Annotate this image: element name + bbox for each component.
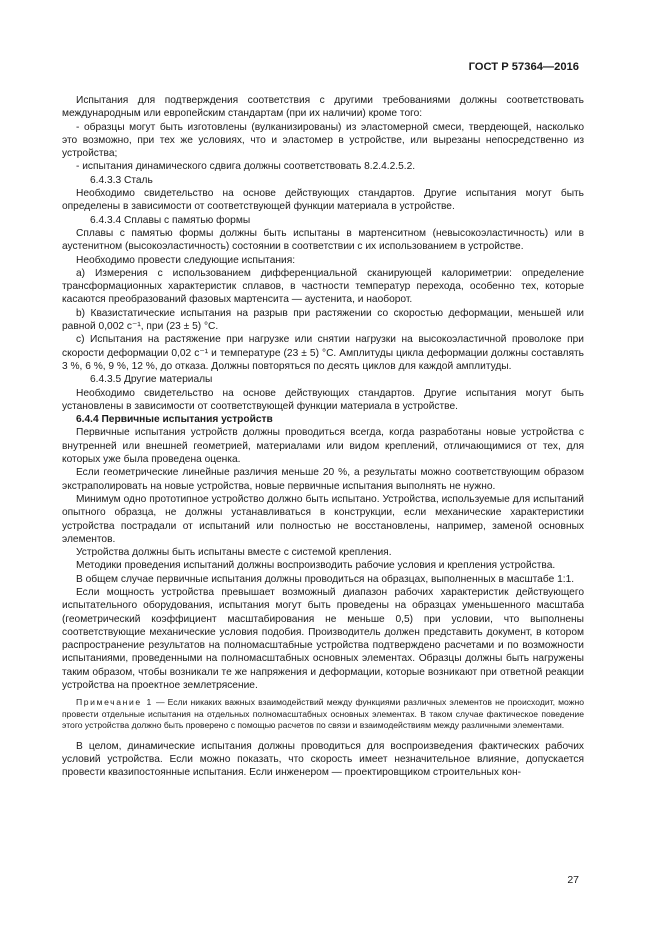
- paragraph: а) Измерения с использованием дифференциальной сканирующей калориметрии: определение трансформационных характеристик сплавов, в частности температур перехода, особенно тех, которые касаются преобразований фазовых мартенсита — аустенита, и наоборот.: [62, 267, 584, 306]
- final-paragraph: В целом, динамические испытания должны проводиться для воспроизведения фактических рабочих условий устройства. Если можно показать, что скорость имеет незначительное влияние, допускается провести квазипостоянные испытания. Если инженером — проектировщиком строительных кон-: [62, 740, 584, 779]
- document-header: ГОСТ Р 57364—2016: [468, 61, 579, 73]
- page-number: 27: [567, 874, 579, 886]
- paragraph: с) Испытания на растяжение при нагрузке или снятии нагрузки на высокоэластичной проволоке при скорости деформации 0,02 с⁻¹ и температуре (23 ± 5) °С. Амплитуды цикла деформации должны составлять 3 %, 6 %, 9 %, 12 %, до отказа. Должны повторяться по десять циклов для каждой амплитуды.: [62, 334, 584, 372]
- paragraph: Минимум одно прототипное устройство должно быть испытано. Устройства, используемые для испытаний опытного образца, не должны устанавливаться в конструкции, если механические характеристики устройства пострадали от испытаний или полностью не восстановлены, например, заменой основных элементов.: [62, 493, 584, 545]
- paragraph: Сплавы с памятью формы должны быть испытаны в мартенситном (невысокоэластичность) или в аустенитном (высокоэластичность) состоянии в соответствии с их использованием в устройстве.: [62, 227, 584, 253]
- note-text: — Если никаких важных взаимодействий между функциями различных элементов не происходит, можно провести отдельные испытания на отдельных полномасштабных основных элементах. В таком случае фактическое поведение этого устройства должно быть проверено с помощью расчетов по связи и взаимодействиям между различными элементами.: [62, 697, 585, 731]
- paragraph: - испытания динамического сдвига должны соответствовать 8.2.4.2.5.2.: [76, 161, 416, 173]
- paragraph: 6.4.3.3 Сталь: [90, 174, 153, 186]
- paragraph: 6.4.3.5 Другие материалы: [90, 374, 213, 386]
- paragraph-list: [62, 94, 584, 692]
- paragraph: Испытания для подтверждения соответствия с другими требованиями должны соответствовать международным или европейским стандартам (при их наличии) кроме того:: [62, 95, 584, 120]
- paragraph: Необходимо свидетельство на основе действующих стандартов. Другие испытания могут быть определены в зависимости от соответствующей функции материала в устройстве.: [62, 188, 584, 213]
- paragraph: b) Квазистатические испытания на разрыв при растяжении со скоростью деформации, меньшей или равной 0,002 с⁻¹, при (23 ± 5) °С.: [62, 307, 584, 333]
- paragraph: 6.4.4 Первичные испытания устройств: [76, 414, 273, 426]
- paragraph: Первичные испытания устройств должны проводиться всегда, когда разработаны новые устройства с внутренней или внешней геометрией, материалами или видом креплений, отличающимися от тех, для которых уже была проведена оценка.: [62, 427, 584, 466]
- document-body: [62, 94, 584, 779]
- note-label: Примечание 1: [76, 697, 153, 708]
- paragraph: Необходимо свидетельство на основе действующих стандартов. Другие испытания могут быть установлены в зависимости от соответствующей функции материала в устройстве.: [62, 387, 584, 412]
- paragraph: Устройства должны быть испытаны вместе с системой крепления.: [76, 547, 392, 559]
- paragraph: Необходимо провести следующие испытания:: [76, 254, 296, 266]
- paragraph: Если мощность устройства превышает возможный диапазон рабочих характеристик действующего испытательного оборудования, испытания могут быть проведены на образцах уменьшенного масштаба (геометрический коэффициент масштабирования не меньше 0,5) при условии, что выполнены соответствующие механические условия подобия. Производитель должен представить документ, в котором распространение результатов на полномасштабные устройства подтверждено расчетами и по возможности испытаниями, проведенными на полномасштабных основных элементах. Образцы должны быть нагружены таким образом, чтобы возникали те же напряжения и деформации, которые возникают при ответной реакции устройства на проектное землетрясение.: [62, 586, 584, 692]
- paragraph: Методики проведения испытаний должны воспроизводить рабочие условия и крепления устройства.: [76, 560, 556, 572]
- paragraph: - образцы могут быть изготовлены (вулканизированы) из эластомерной смеси, твердеющей, насколько это возможно, при тех же условиях, что и эластомер в устройстве, или вырезаны непосредственно из устройства;: [62, 121, 584, 160]
- paragraph: 6.4.3.4 Сплавы с памятью формы: [90, 214, 251, 226]
- note: [62, 697, 584, 731]
- paragraph: В общем случае первичные испытания должны проводиться на образцах, выполненных в масштабе 1:1.: [76, 573, 575, 585]
- paragraph: Если геометрические линейные различия меньше 20 %, а результаты можно соответствующим образом экстраполировать на новые устройства, новые первичные испытания выполнять не нужно.: [62, 467, 584, 492]
